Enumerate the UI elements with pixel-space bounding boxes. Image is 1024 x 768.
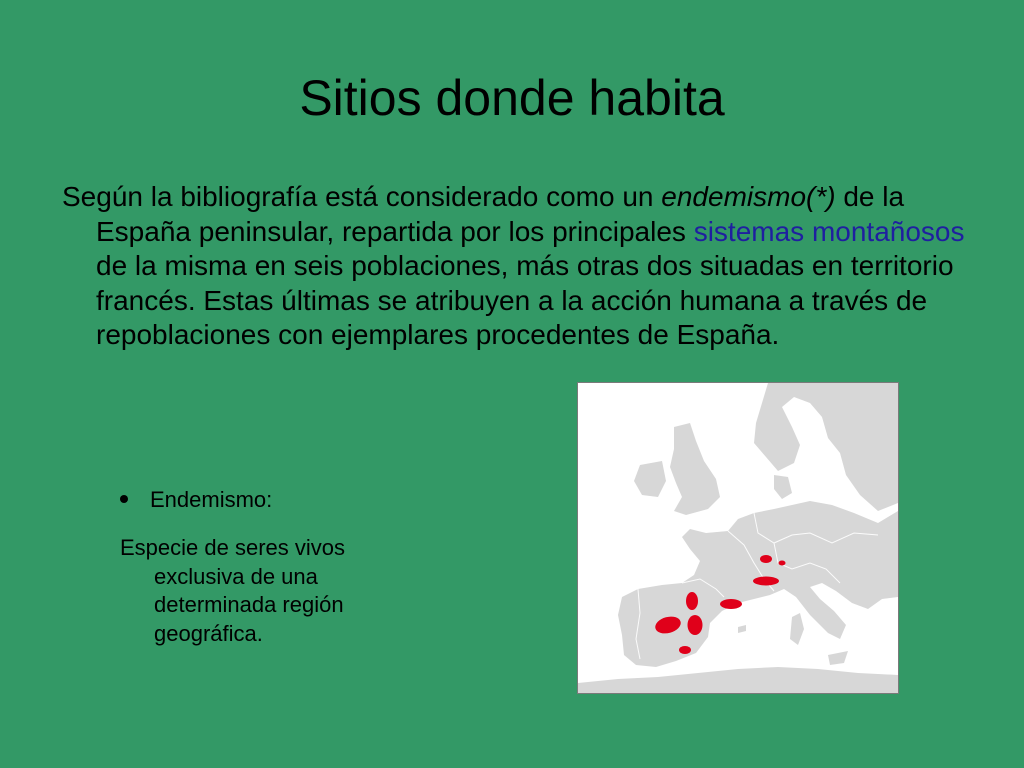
slide-title: Sitios donde habita [299,70,725,126]
sistemas-montanosos-link[interactable]: sistemas montañosos [693,215,965,247]
europe-map-icon [578,383,898,693]
paragraph-text-1: Según la bibliografía está considerado como un [62,181,662,212]
paragraph-text-2: de la España peninsular, repartida por los principales [96,181,905,247]
endemismo-emphasis: endemismo(*) [661,181,836,212]
paragraph-text-3: de la misma en seis poblaciones, más otras dos situadas en territorio francés. Estas últimas se atribuyen a la acción humana a través de repoblaciones con ejemplares procedentes de España. [96,250,954,350]
description-paragraph [62,180,996,353]
definition-text: Especie de seres vivos exclusiva de una determinada región geográfica. [120,535,345,646]
bullet-dot-icon [120,495,128,503]
bullet-label: Endemismo: [150,487,273,512]
bullet-item [120,486,272,514]
distribution-map [577,382,899,694]
